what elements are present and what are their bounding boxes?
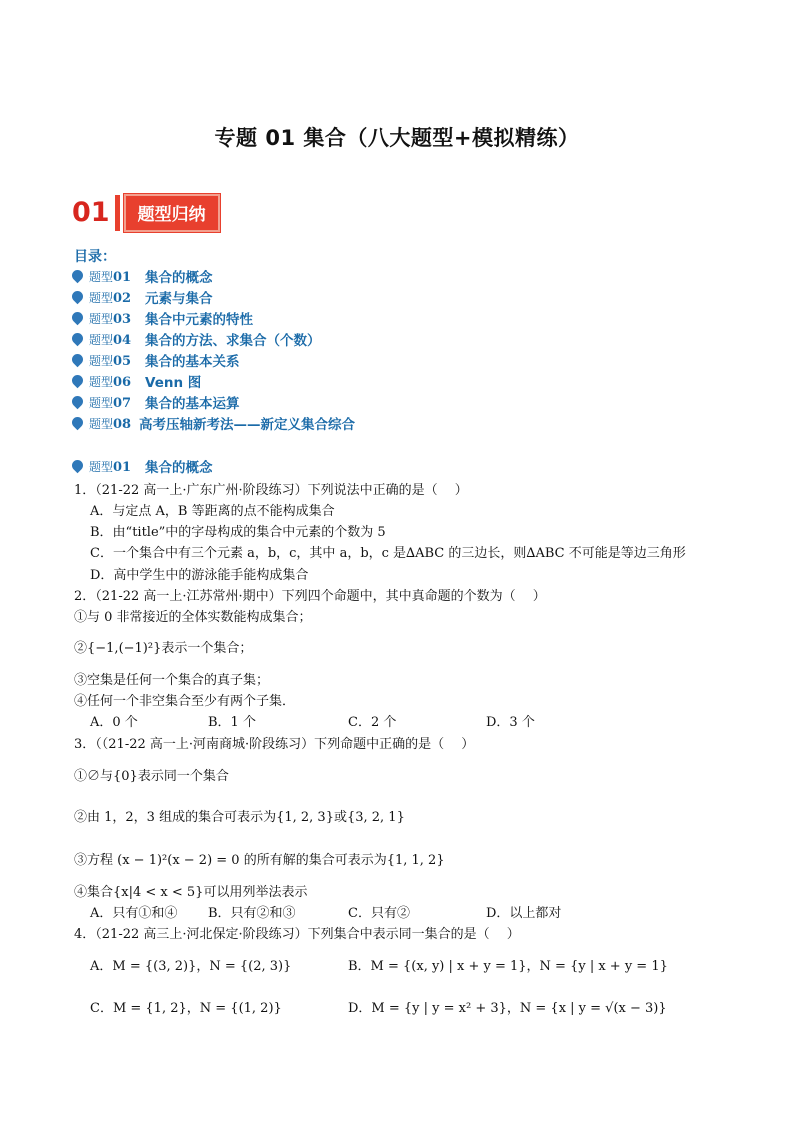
q1-option-c[interactable]: C．一个集合中有三个元素 a，b，c，其中 a，b，c 是∆ABC 的三边长，则∆ABC 不可能是等边三角形 [90, 546, 686, 561]
toc-item-03[interactable]: 题型03 集合中元素的特性 [72, 308, 253, 328]
q3-statement-1: ①∅与{0}表示同一个集合 [74, 769, 229, 784]
toc-item-01[interactable]: 题型01 集合的概念 [72, 266, 213, 286]
q3-statement-2: ②由 1，2，3 组成的集合可表示为{1, 2, 3}或{3, 2, 1} [74, 810, 405, 825]
location-pin-icon [70, 393, 86, 409]
location-pin-icon [70, 267, 86, 283]
toc-item-05[interactable]: 题型05 集合的基本关系 [72, 350, 240, 370]
q2-statement-4: ④任何一个非空集合至少有两个子集． [74, 694, 296, 709]
toc-item-04[interactable]: 题型04 集合的方法、求集合（个数） [72, 329, 321, 349]
location-pin-icon [70, 288, 86, 304]
banner-label: 题型归纳 [124, 194, 220, 232]
toc-item-08[interactable]: 题型08 高考压轴新考法——新定义集合综合 [72, 413, 355, 433]
q2-statement-2: ②{−1,(−1)²}表示一个集合； [74, 641, 253, 656]
section-heading: 题型01 集合的概念 [72, 456, 213, 476]
location-pin-icon [70, 457, 86, 473]
q3-option-d[interactable]: D．以上都对 [486, 906, 562, 921]
q4-option-d[interactable]: D．M = {y | y = x² + 3}，N = {x | y = √(x − 3)} [348, 1001, 667, 1016]
q3-option-b[interactable]: B．只有②和③ [208, 906, 296, 921]
location-pin-icon [70, 414, 86, 430]
toc-item-07[interactable]: 题型07 集合的基本运算 [72, 392, 240, 412]
q3-statement-4: ④集合{x|4 < x < 5}可以用列举法表示 [74, 885, 308, 900]
toc-item-02[interactable]: 题型02 元素与集合 [72, 287, 213, 307]
q1-stem: 1．（21-22 高一上·广东广州·阶段练习）下列说法中正确的是（ ） [74, 483, 468, 498]
toc-item-06[interactable]: 题型06 Venn 图 [72, 371, 201, 391]
location-pin-icon [70, 372, 86, 388]
q2-statement-3: ③空集是任何一个集合的真子集； [74, 673, 270, 688]
q1-option-b[interactable]: B．由“title”中的字母构成的集合中元素的个数为 5 [90, 525, 386, 540]
q1-option-a[interactable]: A．与定点 A，B 等距离的点不能构成集合 [90, 504, 335, 519]
section-banner [72, 193, 220, 233]
q4-option-b[interactable]: B．M = {(x, y) | x + y = 1}，N = {y | x + y = 1} [348, 959, 668, 974]
q2-option-b[interactable]: B．1 个 [208, 715, 256, 730]
location-pin-icon [70, 351, 86, 367]
q4-option-a[interactable]: A．M = {(3, 2)}，N = {(2, 3)} [90, 959, 292, 974]
q2-option-d[interactable]: D．3 个 [486, 715, 535, 730]
q3-statement-3: ③方程 (x − 1)²(x − 2) = 0 的所有解的集合可表示为{1, 1, 2} [74, 853, 445, 868]
banner-divider [115, 195, 120, 231]
q4-option-c[interactable]: C．M = {1, 2}，N = {(1, 2)} [90, 1001, 282, 1016]
q2-option-c[interactable]: C．2 个 [348, 715, 397, 730]
location-pin-icon [70, 330, 86, 346]
toc-heading: 目录： [74, 249, 116, 265]
q1-option-d[interactable]: D．高中学生中的游泳能手能构成集合 [90, 568, 309, 583]
q2-stem: 2．（21-22 高一上·江苏常州·期中）下列四个命题中，其中真命题的个数为（ ） [74, 589, 546, 604]
page-title: 专题 01 集合（八大题型+模拟精练） [214, 126, 580, 150]
q4-stem: 4．（21-22 高三上·河北保定·阶段练习）下列集合中表示同一集合的是（ ） [74, 927, 520, 942]
q2-statement-1: ①与 0 非常接近的全体实数能构成集合； [74, 610, 312, 625]
q2-option-a[interactable]: A．0 个 [90, 715, 138, 730]
q3-option-c[interactable]: C．只有② [348, 906, 410, 921]
q3-option-a[interactable]: A．只有①和④ [90, 906, 178, 921]
q3-stem: 3．（（21-22 高一上·河南商城·阶段练习）下列命题中正确的是（ ） [74, 737, 475, 752]
banner-number: 01 [72, 197, 110, 228]
location-pin-icon [70, 309, 86, 325]
